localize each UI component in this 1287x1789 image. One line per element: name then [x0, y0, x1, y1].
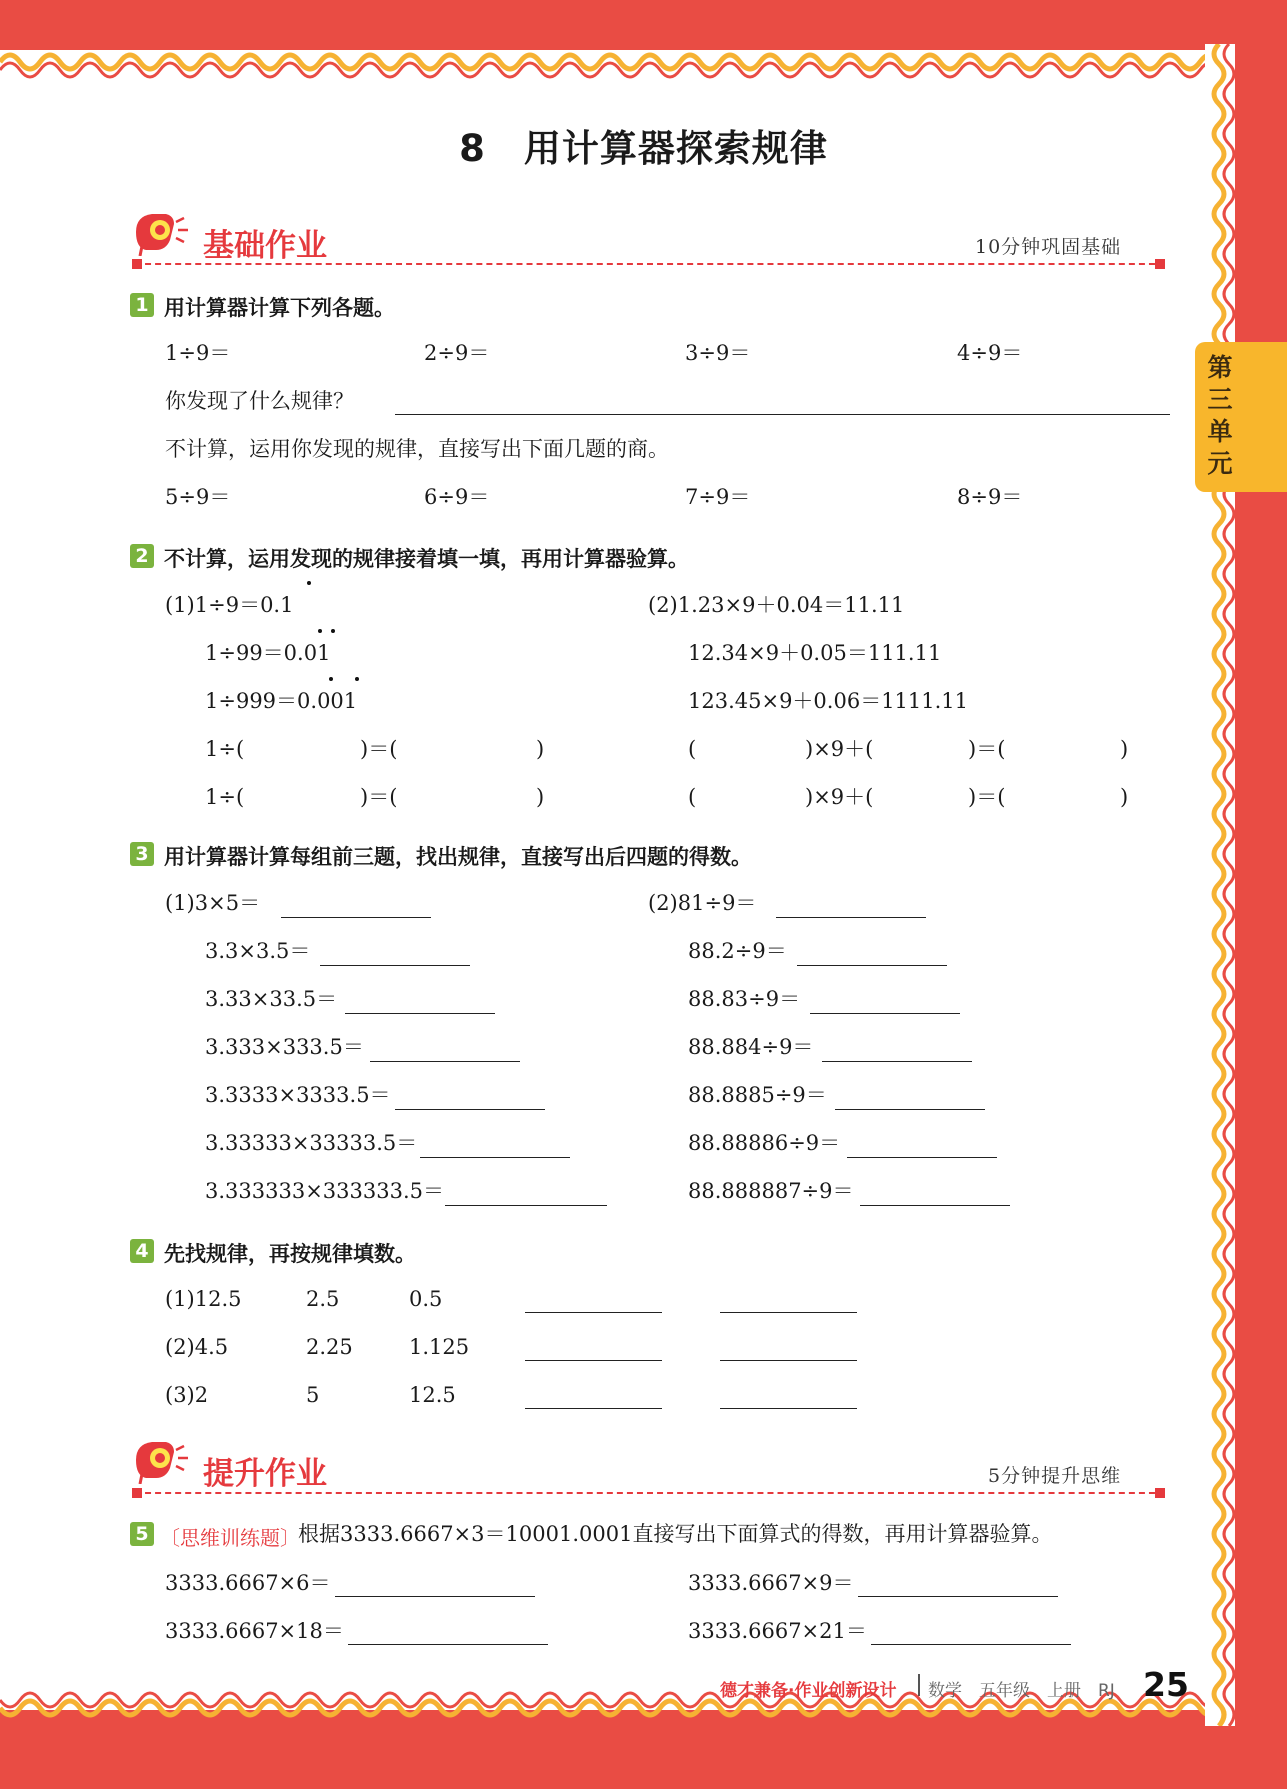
- question-number-2: 2: [130, 544, 154, 568]
- q3-left-item: 3.333333×333333.5＝: [205, 1179, 444, 1203]
- q1-pattern-answer-line[interactable]: [395, 414, 1170, 415]
- answer-line[interactable]: [835, 1109, 985, 1110]
- q3-left-item: 3.33×33.5＝: [205, 987, 338, 1011]
- q2-right-blank-d: ): [1120, 737, 1129, 761]
- divider-cap-right: [1155, 259, 1165, 269]
- q1-item: 8÷9＝: [957, 485, 1023, 509]
- q3-prompt: 用计算器计算每组前三题，找出规律，直接写出后四题的得数。: [164, 845, 752, 869]
- answer-line[interactable]: [348, 1644, 548, 1645]
- page-title: 8 用计算器探索规律: [459, 127, 828, 170]
- answer-line[interactable]: [847, 1157, 997, 1158]
- q5-item: 3333.6667×9＝: [688, 1571, 854, 1595]
- question-number-1: 1: [130, 293, 154, 317]
- q4-sequence-term: 2.25: [306, 1335, 353, 1359]
- answer-line[interactable]: [822, 1061, 972, 1062]
- q1-item: 2÷9＝: [424, 341, 490, 365]
- top-wave-border: [0, 44, 1240, 80]
- q1-instruction: 不计算，运用你发现的规律，直接写出下面几题的商。: [165, 437, 669, 461]
- q3-right-item: 88.2÷9＝: [688, 939, 787, 963]
- q4-sequence-term: (2)4.5: [165, 1335, 229, 1359]
- answer-line[interactable]: [720, 1360, 857, 1361]
- q2-right-line: 12.34×9＋0.05＝111.11: [688, 641, 942, 665]
- answer-line[interactable]: [720, 1408, 857, 1409]
- answer-line[interactable]: [871, 1644, 1071, 1645]
- q1-pattern-question: 你发现了什么规律？: [165, 389, 354, 413]
- q3-left-item: (1)3×5＝: [165, 891, 261, 915]
- unit-tab-label: 第三单元: [1207, 353, 1233, 478]
- q4-sequence-term: 5: [306, 1383, 320, 1407]
- basic-section-subtitle: 10分钟巩固基础: [975, 236, 1122, 258]
- q2-right-blank-a[interactable]: (: [688, 785, 697, 809]
- footer-info: 数学 五年级 上册 RJ: [928, 1681, 1115, 1701]
- divider-cap-left: [132, 1488, 142, 1498]
- repeating-dot: [355, 677, 359, 681]
- divider-cap-left: [132, 259, 142, 269]
- q1-item: 4÷9＝: [957, 341, 1023, 365]
- q3-left-item: 3.33333×33333.5＝: [205, 1131, 418, 1155]
- q4-sequence-term: 12.5: [409, 1383, 456, 1407]
- answer-line[interactable]: [420, 1157, 570, 1158]
- q2-left-line: 1÷99＝0.01: [205, 641, 331, 665]
- q4-sequence-term: (3)2: [165, 1383, 209, 1407]
- advanced-section-title: 提升作业: [203, 1456, 327, 1492]
- answer-line[interactable]: [810, 1013, 960, 1014]
- repeating-dot: [331, 629, 335, 633]
- q2-right-line: 123.45×9＋0.06＝1111.11: [688, 689, 969, 713]
- question-number-3: 3: [130, 842, 154, 866]
- answer-line[interactable]: [720, 1312, 857, 1313]
- q3-left-item: 3.3×3.5＝: [205, 939, 311, 963]
- basic-section-title: 基础作业: [203, 228, 327, 264]
- q5-item: 3333.6667×6＝: [165, 1571, 331, 1595]
- q3-left-item: 3.333×333.5＝: [205, 1035, 364, 1059]
- answer-line[interactable]: [525, 1360, 662, 1361]
- basic-section-divider: [135, 263, 1165, 265]
- q3-right-item: 88.888887÷9＝: [688, 1179, 854, 1203]
- q3-right-item: 88.884÷9＝: [688, 1035, 814, 1059]
- q3-right-item: (2)81÷9＝: [648, 891, 757, 915]
- q2-left-blank-c[interactable]: ): [536, 737, 545, 761]
- q2-right-blank-b[interactable]: )×9＋(: [805, 737, 874, 761]
- divider-cap-right: [1155, 1488, 1165, 1498]
- q2-left-blank-a: 1÷(: [205, 785, 245, 809]
- q2-right-blank-c[interactable]: )＝(: [968, 737, 1006, 761]
- q5-prompt: 根据3333.6667×3＝10001.0001直接写出下面算式的得数，再用计算器验算。: [298, 1522, 1053, 1546]
- q4-sequence-term: 2.5: [306, 1287, 340, 1311]
- right-wave-border: [1205, 44, 1247, 1726]
- answer-line[interactable]: [525, 1312, 662, 1313]
- q2-left-blank-a: 1÷(: [205, 737, 245, 761]
- thinking-training-tag: 〔思维训练题〕: [160, 1526, 300, 1550]
- answer-line[interactable]: [281, 917, 431, 918]
- answer-line[interactable]: [345, 1013, 495, 1014]
- question-number-4: 4: [130, 1239, 154, 1263]
- footer-brand: 德才兼备·作业创新设计: [720, 1681, 897, 1701]
- q1-item: 3÷9＝: [685, 341, 751, 365]
- answer-line[interactable]: [860, 1205, 1010, 1206]
- q5-item: 3333.6667×18＝: [165, 1619, 344, 1643]
- q1-prompt: 用计算器计算下列各题。: [164, 296, 395, 320]
- q4-prompt: 先找规律，再按规律填数。: [164, 1242, 416, 1266]
- answer-line[interactable]: [525, 1408, 662, 1409]
- q3-right-item: 88.88886÷9＝: [688, 1131, 841, 1155]
- answer-line[interactable]: [335, 1596, 535, 1597]
- answer-line[interactable]: [797, 965, 947, 966]
- repeating-dot: [329, 677, 333, 681]
- footer-separator: [918, 1674, 920, 1696]
- answer-line[interactable]: [370, 1061, 520, 1062]
- page-number: 25: [1143, 1665, 1189, 1704]
- repeating-dot: [318, 629, 322, 633]
- q1-item: 6÷9＝: [424, 485, 490, 509]
- q1-item: 1÷9＝: [165, 341, 231, 365]
- q2-right-line: (2)1.23×9＋0.04＝11.11: [648, 593, 905, 617]
- advanced-section-subtitle: 5分钟提升思维: [988, 1465, 1122, 1487]
- q2-right-blank-d: ): [1120, 785, 1129, 809]
- q5-item: 3333.6667×21＝: [688, 1619, 867, 1643]
- q2-right-blank-a[interactable]: (: [688, 737, 697, 761]
- q2-left-blank-c[interactable]: ): [536, 785, 545, 809]
- answer-line[interactable]: [395, 1109, 545, 1110]
- q4-sequence-term: 0.5: [409, 1287, 443, 1311]
- answer-line[interactable]: [776, 917, 926, 918]
- q2-right-blank-b[interactable]: )×9＋(: [805, 785, 874, 809]
- q4-sequence-term: (1)12.5: [165, 1287, 242, 1311]
- q2-left-blank-b[interactable]: )＝(: [360, 737, 398, 761]
- answer-line[interactable]: [858, 1596, 1058, 1597]
- advanced-section-divider: [135, 1492, 1165, 1494]
- q3-right-item: 88.83÷9＝: [688, 987, 801, 1011]
- repeating-dot: [307, 581, 311, 585]
- q3-left-item: 3.3333×3333.5＝: [205, 1083, 391, 1107]
- megaphone-icon: [130, 210, 192, 256]
- q2-prompt: 不计算，运用发现的规律接着填一填，再用计算器验算。: [164, 547, 689, 571]
- question-number-5: 5: [130, 1522, 154, 1546]
- megaphone-icon: [130, 1438, 192, 1484]
- q1-item: 5÷9＝: [165, 485, 231, 509]
- q3-right-item: 88.8885÷9＝: [688, 1083, 827, 1107]
- q2-left-line: (1)1÷9＝0.1: [165, 593, 294, 617]
- q4-sequence-term: 1.125: [409, 1335, 470, 1359]
- q2-left-line: 1÷999＝0.001: [205, 689, 358, 713]
- q1-item: 7÷9＝: [685, 485, 751, 509]
- q2-left-blank-b[interactable]: )＝(: [360, 785, 398, 809]
- q2-right-blank-c[interactable]: )＝(: [968, 785, 1006, 809]
- answer-line[interactable]: [445, 1205, 607, 1206]
- answer-line[interactable]: [320, 965, 470, 966]
